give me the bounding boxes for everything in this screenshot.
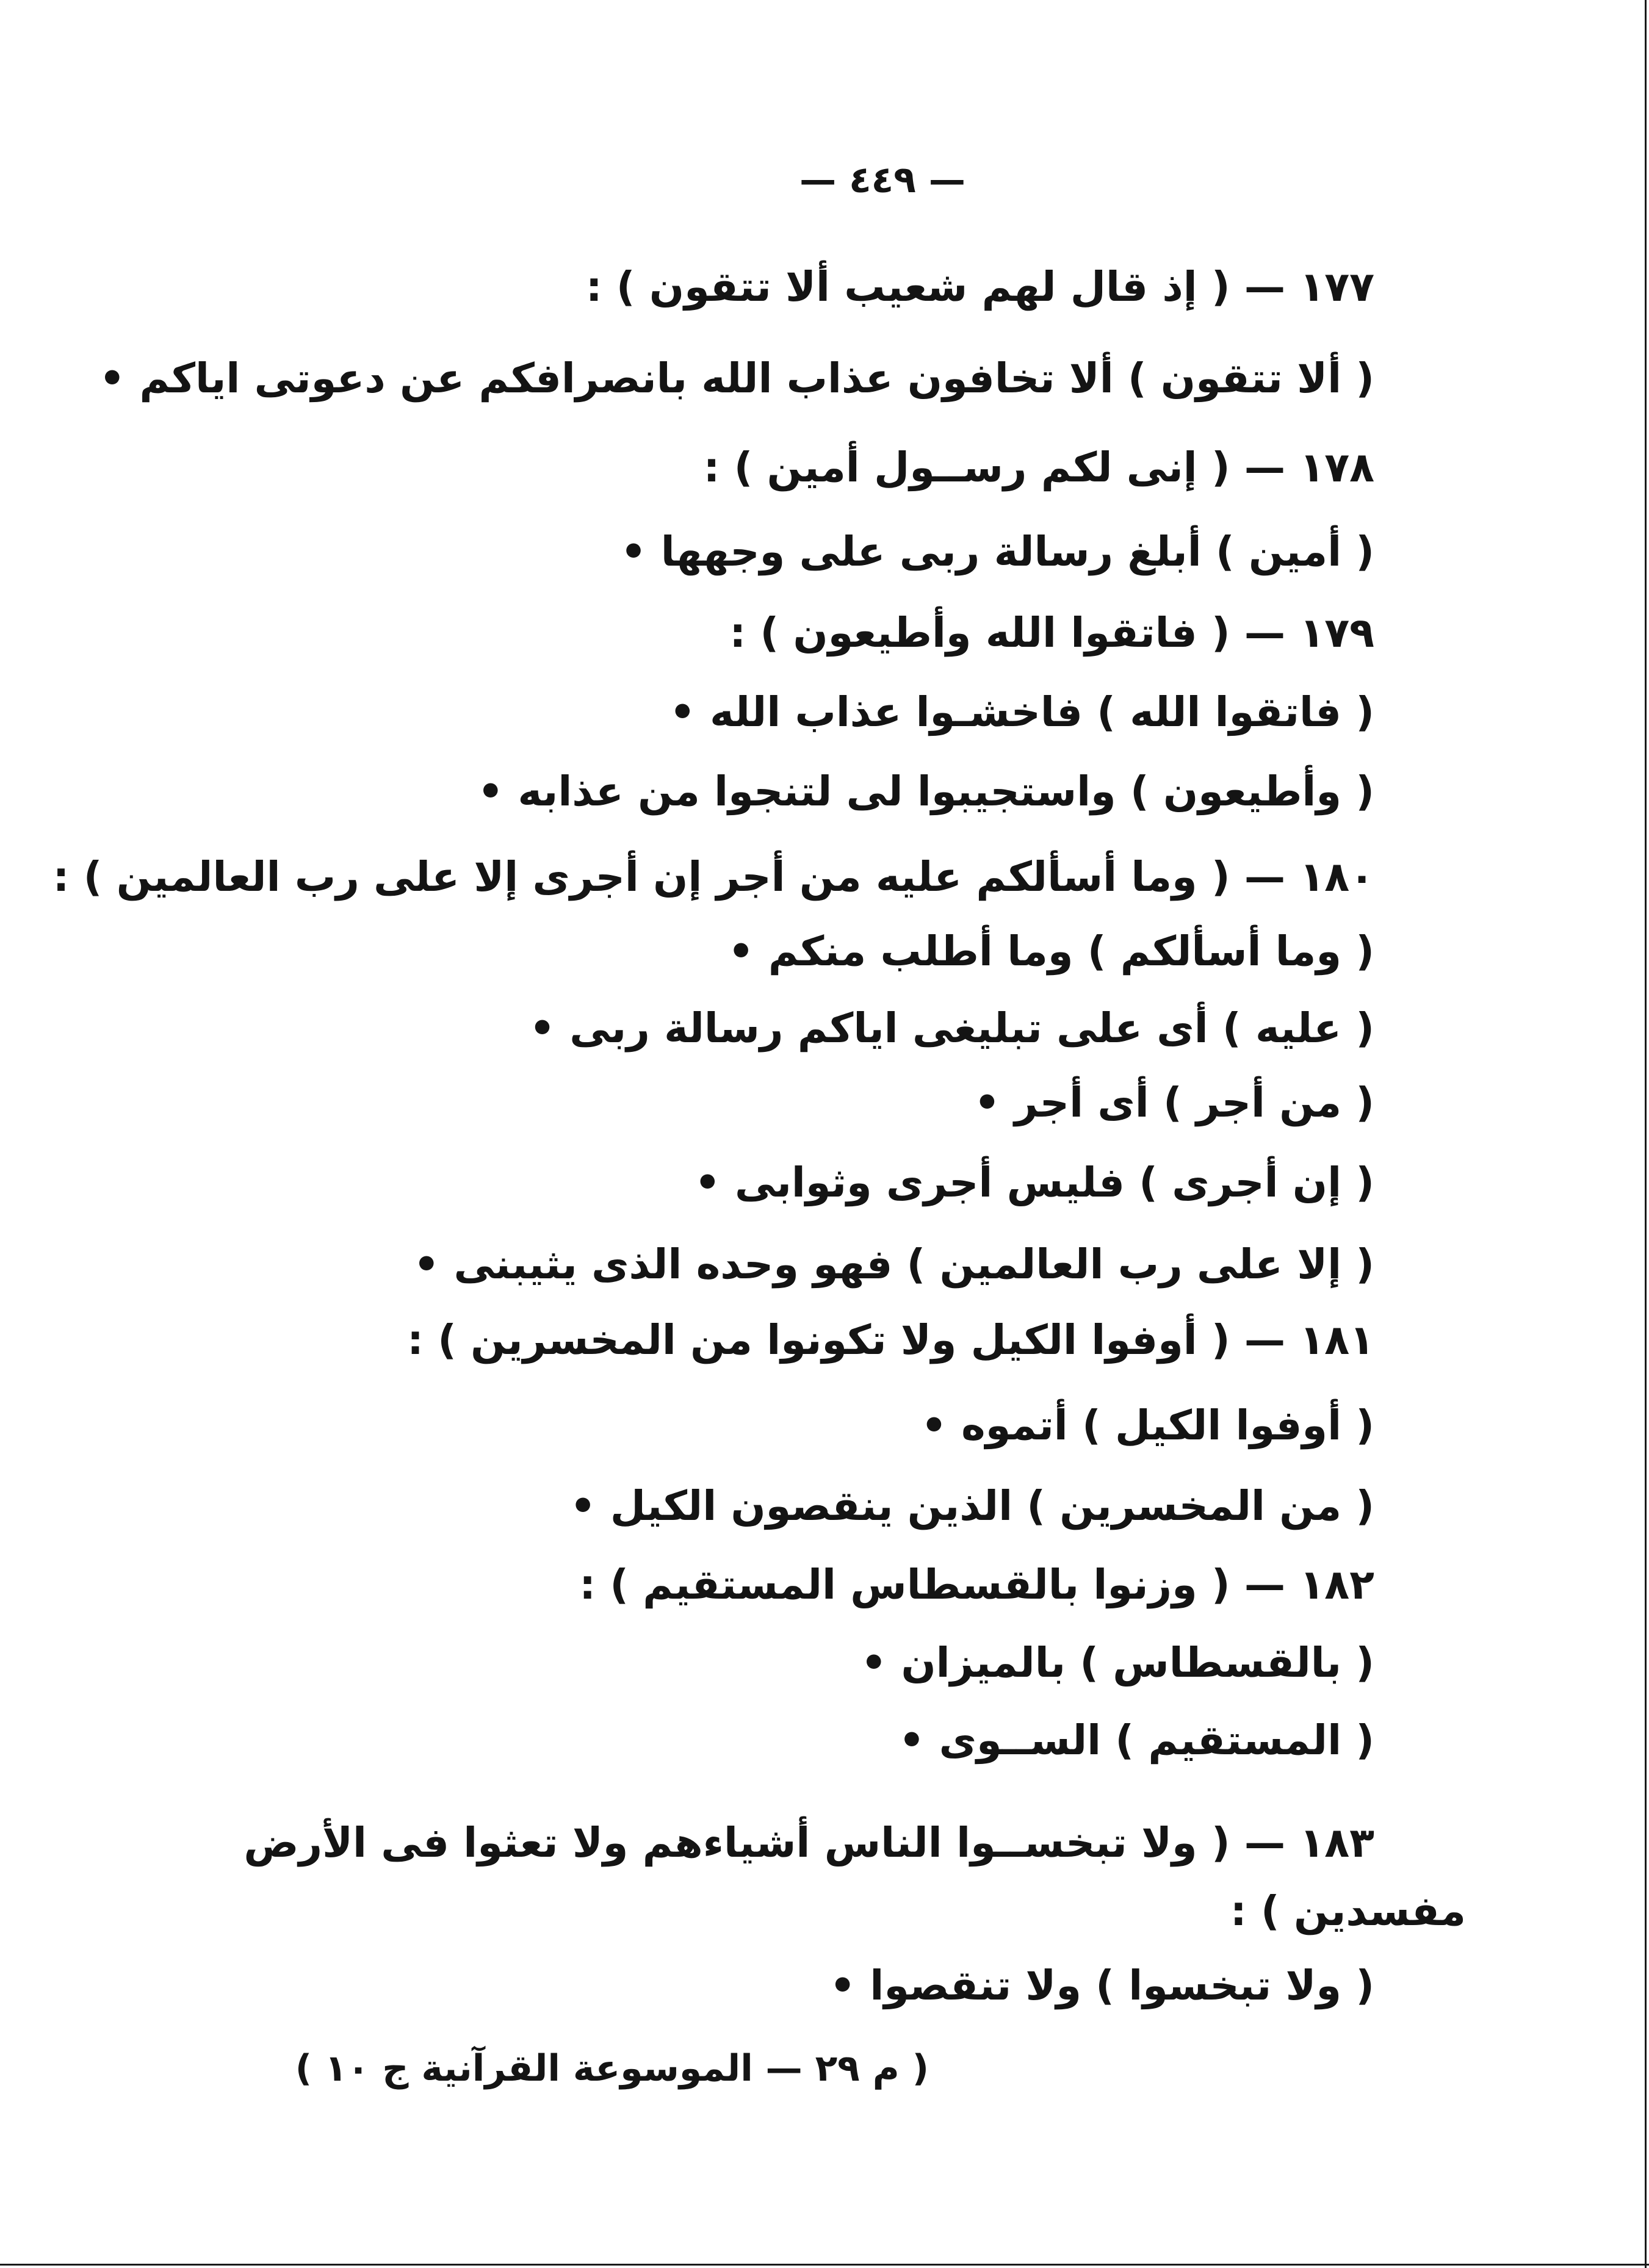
gloss-line: ( وما أسألكم ) وما أطلب منكم • bbox=[727, 927, 1374, 975]
verse-177-heading: ١٧٧ — ( إذ قال لهم شعيب ألا تتقون ) : bbox=[585, 263, 1374, 311]
verse-183-continuation: مفسدين ) : bbox=[1230, 1887, 1466, 1935]
gloss-line: ( ألا تتقون ) ألا تخافون عذاب الله بانصرافكم عن دعوتى اياكم • bbox=[99, 355, 1374, 402]
gloss-line: ( ولا تبخسوا ) ولا تنقصوا • bbox=[829, 1962, 1374, 2009]
page-number: — ٤٤٩ — bbox=[799, 159, 965, 201]
gloss-line: ( المستقيم ) الســوى • bbox=[898, 1716, 1374, 1764]
verse-182-heading: ١٨٢ — ( وزنوا بالقسطاس المستقيم ) : bbox=[579, 1561, 1374, 1608]
page-edge-right bbox=[1645, 0, 1647, 2268]
verse-183-heading: ١٨٣ — ( ولا تبخســوا الناس أشياءهم ولا تعثوا فى الأرض bbox=[244, 1819, 1374, 1867]
gloss-line: ( عليه ) أى على تبليغى اياكم رسالة ربى • bbox=[529, 1004, 1374, 1052]
gloss-line: ( وأطيعون ) واستجيبوا لى لتنجوا من عذابه • bbox=[477, 768, 1374, 815]
gloss-line: ( فاتقوا الله ) فاخشـوا عذاب الله • bbox=[669, 688, 1374, 736]
gloss-line: ( إلا على رب العالمين ) فهو وحده الذى يثيبنى • bbox=[413, 1240, 1374, 1288]
gloss-line: ( إن أجرى ) فليس أجرى وثوابى • bbox=[694, 1159, 1374, 1206]
page-edge-bottom bbox=[0, 2264, 1649, 2266]
verse-178-heading: ١٧٨ — ( إنى لكم رســول أمين ) : bbox=[703, 444, 1374, 491]
verse-179-heading: ١٧٩ — ( فاتقوا الله وأطيعون ) : bbox=[729, 609, 1374, 657]
gloss-line: ( أوفوا الكيل ) أتموه • bbox=[921, 1402, 1374, 1449]
gloss-line: ( من أجر ) أى أجر • bbox=[973, 1079, 1374, 1126]
verse-180-heading: ١٨٠ — ( وما أسألكم عليه من أجر إن أجرى إلا على رب العالمين ) : bbox=[52, 853, 1374, 901]
gloss-line: ( من المخسرين ) الذين ينقصون الكيل • bbox=[569, 1482, 1374, 1530]
volume-footer-note: ( م ٢٩ — الموسوعة القرآنية ج ١٠ ) bbox=[295, 2047, 929, 2090]
gloss-line: ( بالقسطاس ) بالميزان • bbox=[861, 1639, 1374, 1687]
gloss-line: ( أمين ) أبلغ رسالة ربى على وجهها • bbox=[620, 528, 1374, 575]
verse-181-heading: ١٨١ — ( أوفوا الكيل ولا تكونوا من المخسرين ) : bbox=[407, 1316, 1374, 1364]
